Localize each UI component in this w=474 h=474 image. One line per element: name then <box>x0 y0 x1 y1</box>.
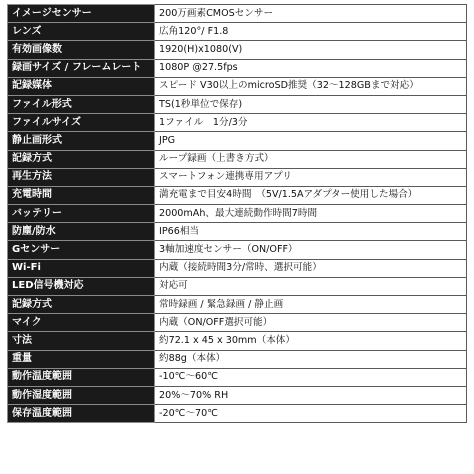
spec-label: 動作湿度範囲 <box>8 386 155 404</box>
spec-value: 広角120°/ F1.8 <box>155 23 467 41</box>
spec-row <box>8 386 467 404</box>
spec-label: レンズ <box>8 23 155 41</box>
spec-row <box>8 168 467 186</box>
spec-label: 再生方法 <box>8 168 155 186</box>
spec-label: 寸法 <box>8 332 155 350</box>
spec-row <box>8 332 467 350</box>
spec-row <box>8 350 467 368</box>
spec-label: 重量 <box>8 350 155 368</box>
spec-value: -20℃～70℃ <box>155 405 467 423</box>
spec-label: バッテリー <box>8 205 155 223</box>
spec-value: 200万画素CMOSセンサー <box>155 5 467 23</box>
spec-table-body <box>8 5 467 423</box>
spec-row <box>8 150 467 168</box>
spec-value: TS(1秒単位で保存) <box>155 95 467 113</box>
spec-value: 内蔵（接続時間3分/常時、選択可能） <box>155 259 467 277</box>
spec-value: 満充電まで目安4時間 （5V/1.5Aアダプター使用した場合） <box>155 186 467 204</box>
spec-value: JPG <box>155 132 467 150</box>
spec-label: 防塵/防水 <box>8 223 155 241</box>
spec-value: 20%～70% RH <box>155 386 467 404</box>
spec-label: ファイルサイズ <box>8 114 155 132</box>
spec-row <box>8 223 467 241</box>
spec-label: 記録方式 <box>8 296 155 314</box>
spec-row <box>8 132 467 150</box>
spec-row <box>8 77 467 95</box>
spec-row <box>8 296 467 314</box>
spec-label: 保存温度範囲 <box>8 405 155 423</box>
spec-table <box>7 4 467 423</box>
spec-row <box>8 314 467 332</box>
spec-label: 記録方式 <box>8 150 155 168</box>
spec-value: 内蔵（ON/OFF選択可能） <box>155 314 467 332</box>
spec-value: 3軸加速度センサー（ON/OFF） <box>155 241 467 259</box>
spec-row <box>8 241 467 259</box>
spec-label: 有効画像数 <box>8 41 155 59</box>
spec-row <box>8 5 467 23</box>
spec-value: 約72.1 x 45 x 30mm（本体） <box>155 332 467 350</box>
spec-value: 常時録画 / 緊急録画 / 静止画 <box>155 296 467 314</box>
spec-label: イメージセンサー <box>8 5 155 23</box>
spec-value: スピード V30以上のmicroSD推奨（32～128GBまで対応） <box>155 77 467 95</box>
spec-row <box>8 205 467 223</box>
spec-row <box>8 59 467 77</box>
spec-row <box>8 95 467 113</box>
spec-row <box>8 259 467 277</box>
spec-label: 動作温度範囲 <box>8 368 155 386</box>
spec-label: ファイル形式 <box>8 95 155 113</box>
spec-row <box>8 368 467 386</box>
spec-label: 充電時間 <box>8 186 155 204</box>
spec-row <box>8 277 467 295</box>
spec-label: Wi-Fi <box>8 259 155 277</box>
spec-label: Gセンサー <box>8 241 155 259</box>
spec-label: マイク <box>8 314 155 332</box>
spec-label: 録画サイズ / フレームレート <box>8 59 155 77</box>
spec-value: -10℃～60℃ <box>155 368 467 386</box>
spec-value: 2000mAh、最大連続動作時間7時間 <box>155 205 467 223</box>
spec-value: 約88g（本体） <box>155 350 467 368</box>
spec-value: 対応可 <box>155 277 467 295</box>
spec-row <box>8 41 467 59</box>
spec-value: ループ録画（上書き方式） <box>155 150 467 168</box>
spec-value: スマートフォン連携専用アプリ <box>155 168 467 186</box>
spec-row <box>8 114 467 132</box>
spec-label: 静止画形式 <box>8 132 155 150</box>
spec-row <box>8 405 467 423</box>
spec-label: 記録媒体 <box>8 77 155 95</box>
spec-row <box>8 23 467 41</box>
spec-row <box>8 186 467 204</box>
spec-value: 1ファイル 1分/3分 <box>155 114 467 132</box>
spec-value: 1920(H)x1080(V) <box>155 41 467 59</box>
spec-value: IP66相当 <box>155 223 467 241</box>
spec-label: LED信号機対応 <box>8 277 155 295</box>
spec-value: 1080P @27.5fps <box>155 59 467 77</box>
